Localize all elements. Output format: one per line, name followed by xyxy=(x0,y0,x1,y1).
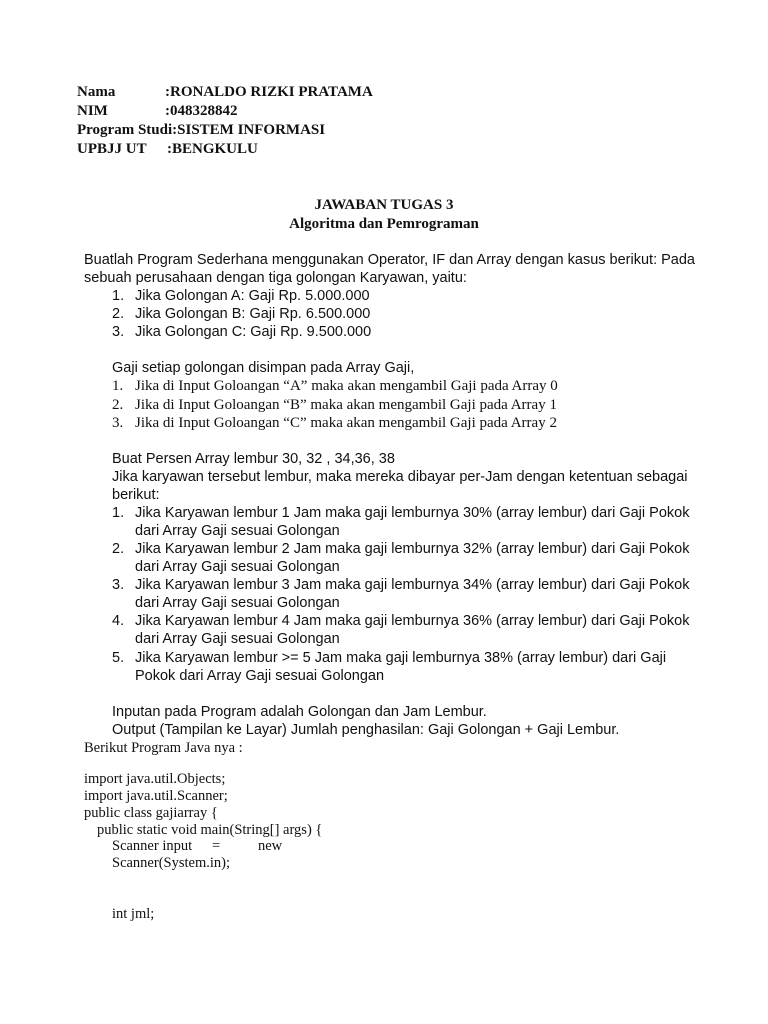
nim-value: :048328842 xyxy=(165,103,238,119)
list-item-continuation: dari Array Gaji sesuai Golongan xyxy=(135,559,340,575)
nama-label: Nama xyxy=(77,84,116,100)
list-item-number: 3. xyxy=(112,324,125,340)
nim-label: NIM xyxy=(77,103,108,119)
list-item: Jika di Input Goloangan “A” maka akan mengambil Gaji pada Array 0 xyxy=(135,378,558,394)
intro-line-1: Buatlah Program Sederhana menggunakan Operator, IF dan Array dengan kasus berikut: Pada xyxy=(84,252,695,268)
output-line: Output (Tampilan ke Layar) Jumlah penghasilan: Gaji Golongan + Gaji Lembur. xyxy=(112,722,620,738)
code-line: import java.util.Objects; xyxy=(84,771,226,787)
list-item-continuation: dari Array Gaji sesuai Golongan xyxy=(135,595,340,611)
code-line: Scanner input xyxy=(112,838,193,854)
list-item-number: 5. xyxy=(112,650,125,666)
list-item-number: 1. xyxy=(112,505,125,521)
code-token: new xyxy=(258,838,283,854)
list-item: Jika Karyawan lembur >= 5 Jam maka gaji lemburnya 38% (array lembur) dari Gaji xyxy=(135,650,667,666)
lembur-line-3: berikut: xyxy=(112,487,160,503)
list-item-number: 2. xyxy=(112,397,124,413)
list-item: Jika Karyawan lembur 2 Jam maka gaji lemburnya 32% (array lembur) dari Gaji Pokok xyxy=(135,541,690,557)
code-line: int jml; xyxy=(112,906,155,922)
input-line: Inputan pada Program adalah Golongan dan Jam Lembur. xyxy=(112,704,487,720)
intro-line-2: sebuah perusahaan dengan tiga golongan Karyawan, yaitu: xyxy=(84,270,467,286)
nama-value: :RONALDO RIZKI PRATAMA xyxy=(165,84,373,100)
upbjj-value: :BENGKULU xyxy=(167,141,258,157)
list-item: Jika Karyawan lembur 1 Jam maka gaji lemburnya 30% (array lembur) dari Gaji Pokok xyxy=(135,505,690,521)
array-intro: Gaji setiap golongan disimpan pada Array Gaji, xyxy=(112,360,415,376)
upbjj-label: UPBJJ UT xyxy=(77,141,147,157)
code-line: import java.util.Scanner; xyxy=(84,788,228,804)
list-item-number: 3. xyxy=(112,415,124,431)
lembur-line-2: Jika karyawan tersebut lembur, maka mereka dibayar per-Jam dengan ketentuan sebagai xyxy=(112,469,688,485)
code-line: Scanner(System.in); xyxy=(112,855,230,871)
list-item: Jika Karyawan lembur 4 Jam maka gaji lemburnya 36% (array lembur) dari Gaji Pokok xyxy=(135,613,690,629)
list-item-number: 2. xyxy=(112,306,125,322)
code-line: public static void main(String[] args) { xyxy=(97,822,323,838)
list-item: Jika di Input Goloangan “C” maka akan mengambil Gaji pada Array 2 xyxy=(135,415,557,431)
list-item-continuation: Pokok dari Array Gaji sesuai Golongan xyxy=(135,668,385,684)
list-item-continuation: dari Array Gaji sesuai Golongan xyxy=(135,631,340,647)
list-item: Jika Golongan A: Gaji Rp. 5.000.000 xyxy=(135,288,370,304)
list-item-continuation: dari Array Gaji sesuai Golongan xyxy=(135,523,340,539)
list-item-number: 2. xyxy=(112,541,125,557)
list-item-number: 1. xyxy=(112,378,124,394)
code-token: = xyxy=(212,838,221,854)
list-item-number: 3. xyxy=(112,577,125,593)
list-item: Jika Golongan B: Gaji Rp. 6.500.000 xyxy=(135,306,371,322)
lembur-line-1: Buat Persen Array lembur 30, 32 , 34,36, 38 xyxy=(112,451,395,467)
list-item: Jika Karyawan lembur 3 Jam maka gaji lemburnya 34% (array lembur) dari Gaji Pokok xyxy=(135,577,690,593)
code-intro: Berikut Program Java nya : xyxy=(84,740,243,756)
title-line-1: JAWABAN TUGAS 3 xyxy=(314,197,454,213)
title-line-2: Algoritma dan Pemrograman xyxy=(289,216,479,232)
list-item: Jika di Input Goloangan “B” maka akan mengambil Gaji pada Array 1 xyxy=(135,397,557,413)
code-line: public class gajiarray { xyxy=(84,805,218,821)
list-item-number: 1. xyxy=(112,288,125,304)
list-item: Jika Golongan C: Gaji Rp. 9.500.000 xyxy=(135,324,372,340)
prodi-line: Program Studi:SISTEM INFORMASI xyxy=(77,122,326,138)
list-item-number: 4. xyxy=(112,613,125,629)
